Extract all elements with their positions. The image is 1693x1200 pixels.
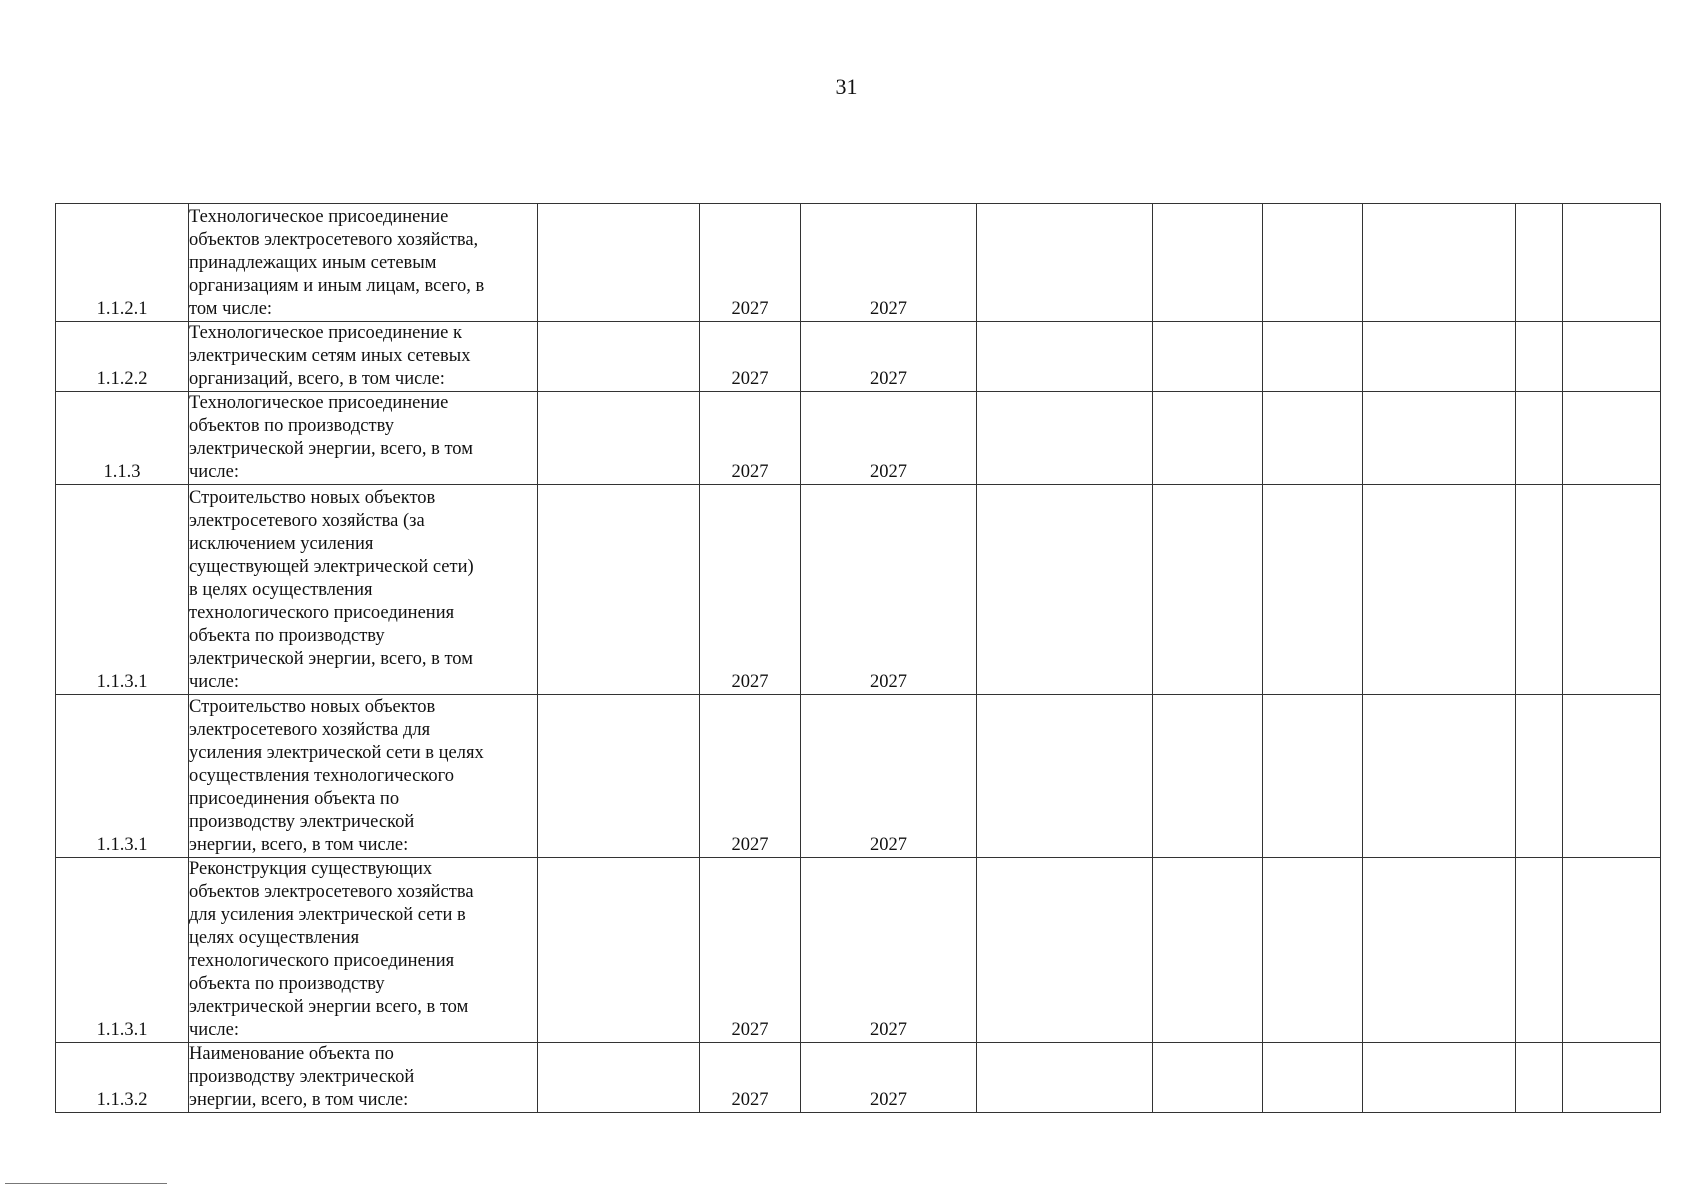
row-year-start: 2027 <box>700 322 801 392</box>
row-name: Реконструкция существующих объектов электросетевого хозяйства для усиления электрической сети в целях осуществления технологического присоединения объекта по производству электрической энергии всего, в том числе: <box>189 858 538 1043</box>
empty-cell <box>538 695 700 858</box>
row-year-end: 2027 <box>801 1043 977 1113</box>
row-name: Технологическое присоединение объектов по производству электрической энергии, всего, в том числе: <box>189 392 538 485</box>
empty-cell <box>1516 858 1563 1043</box>
empty-cell <box>1263 485 1363 695</box>
empty-cell <box>1563 1043 1661 1113</box>
table-row <box>56 322 1661 392</box>
row-name: Строительство новых объектов электросетевого хозяйства (за исключением усиления существующей электрической сети) в целях осуществления технологического присоединения объекта по производству электрической энергии, всего, в том числе: <box>189 485 538 695</box>
empty-cell <box>1153 1043 1263 1113</box>
empty-cell <box>1563 322 1661 392</box>
empty-cell <box>1563 858 1661 1043</box>
empty-cell <box>1563 695 1661 858</box>
empty-cell <box>1153 695 1263 858</box>
empty-cell <box>977 485 1153 695</box>
table-body <box>56 204 1661 1113</box>
empty-cell <box>977 204 1153 322</box>
empty-cell <box>1263 204 1363 322</box>
empty-cell <box>1363 695 1516 858</box>
table-row <box>56 485 1661 695</box>
row-year-start: 2027 <box>700 1043 801 1113</box>
row-year-start: 2027 <box>700 858 801 1043</box>
row-number: 1.1.2.2 <box>56 322 189 392</box>
empty-cell <box>977 858 1153 1043</box>
table-row <box>56 858 1661 1043</box>
empty-cell <box>1153 392 1263 485</box>
page-number: 31 <box>835 74 858 99</box>
empty-cell <box>977 322 1153 392</box>
empty-cell <box>1363 392 1516 485</box>
empty-cell <box>1363 1043 1516 1113</box>
row-year-start: 2027 <box>700 392 801 485</box>
footer-rule <box>5 1183 167 1184</box>
empty-cell <box>1563 485 1661 695</box>
row-name: Технологическое присоединение объектов электросетевого хозяйства, принадлежащих иным сетевым организациям и иным лицам, всего, в том числе: <box>189 204 538 322</box>
row-year-end: 2027 <box>801 485 977 695</box>
row-year-start: 2027 <box>700 695 801 858</box>
empty-cell <box>1563 392 1661 485</box>
empty-cell <box>1153 485 1263 695</box>
row-number: 1.1.3.1 <box>56 695 189 858</box>
table-row <box>56 204 1661 322</box>
empty-cell <box>538 392 700 485</box>
row-number: 1.1.3.1 <box>56 485 189 695</box>
empty-cell <box>1516 204 1563 322</box>
empty-cell <box>538 858 700 1043</box>
empty-cell <box>1363 322 1516 392</box>
empty-cell <box>1363 485 1516 695</box>
table-row <box>56 392 1661 485</box>
empty-cell <box>1363 858 1516 1043</box>
row-year-end: 2027 <box>801 322 977 392</box>
empty-cell <box>1363 204 1516 322</box>
empty-cell <box>1263 322 1363 392</box>
empty-cell <box>538 322 700 392</box>
empty-cell <box>1516 695 1563 858</box>
empty-cell <box>538 204 700 322</box>
table-row <box>56 695 1661 858</box>
empty-cell <box>538 1043 700 1113</box>
empty-cell <box>1263 1043 1363 1113</box>
row-year-end: 2027 <box>801 392 977 485</box>
empty-cell <box>977 1043 1153 1113</box>
row-name: Наименование объекта по производству электрической энергии, всего, в том числе: <box>189 1043 538 1113</box>
empty-cell <box>538 485 700 695</box>
empty-cell <box>1516 485 1563 695</box>
empty-cell <box>1516 1043 1563 1113</box>
empty-cell <box>1516 392 1563 485</box>
empty-cell <box>1153 322 1263 392</box>
row-year-end: 2027 <box>801 204 977 322</box>
empty-cell <box>1263 858 1363 1043</box>
empty-cell <box>1263 695 1363 858</box>
empty-cell <box>1153 858 1263 1043</box>
table-row <box>56 1043 1661 1113</box>
empty-cell <box>977 392 1153 485</box>
empty-cell <box>1516 322 1563 392</box>
row-number: 1.1.2.1 <box>56 204 189 322</box>
row-year-end: 2027 <box>801 858 977 1043</box>
empty-cell <box>1563 204 1661 322</box>
empty-cell <box>1263 392 1363 485</box>
row-number: 1.1.3 <box>56 392 189 485</box>
row-number: 1.1.3.2 <box>56 1043 189 1113</box>
row-year-start: 2027 <box>700 204 801 322</box>
row-name: Строительство новых объектов электросетевого хозяйства для усиления электрической сети в целях осуществления технологического присоединения объекта по производству электрической энергии, всего, в том числе: <box>189 695 538 858</box>
data-table <box>55 203 1661 1113</box>
row-year-end: 2027 <box>801 695 977 858</box>
empty-cell <box>977 695 1153 858</box>
row-number: 1.1.3.1 <box>56 858 189 1043</box>
empty-cell <box>1153 204 1263 322</box>
row-year-start: 2027 <box>700 485 801 695</box>
row-name: Технологическое присоединение к электрическим сетям иных сетевых организаций, всего, в том числе: <box>189 322 538 392</box>
